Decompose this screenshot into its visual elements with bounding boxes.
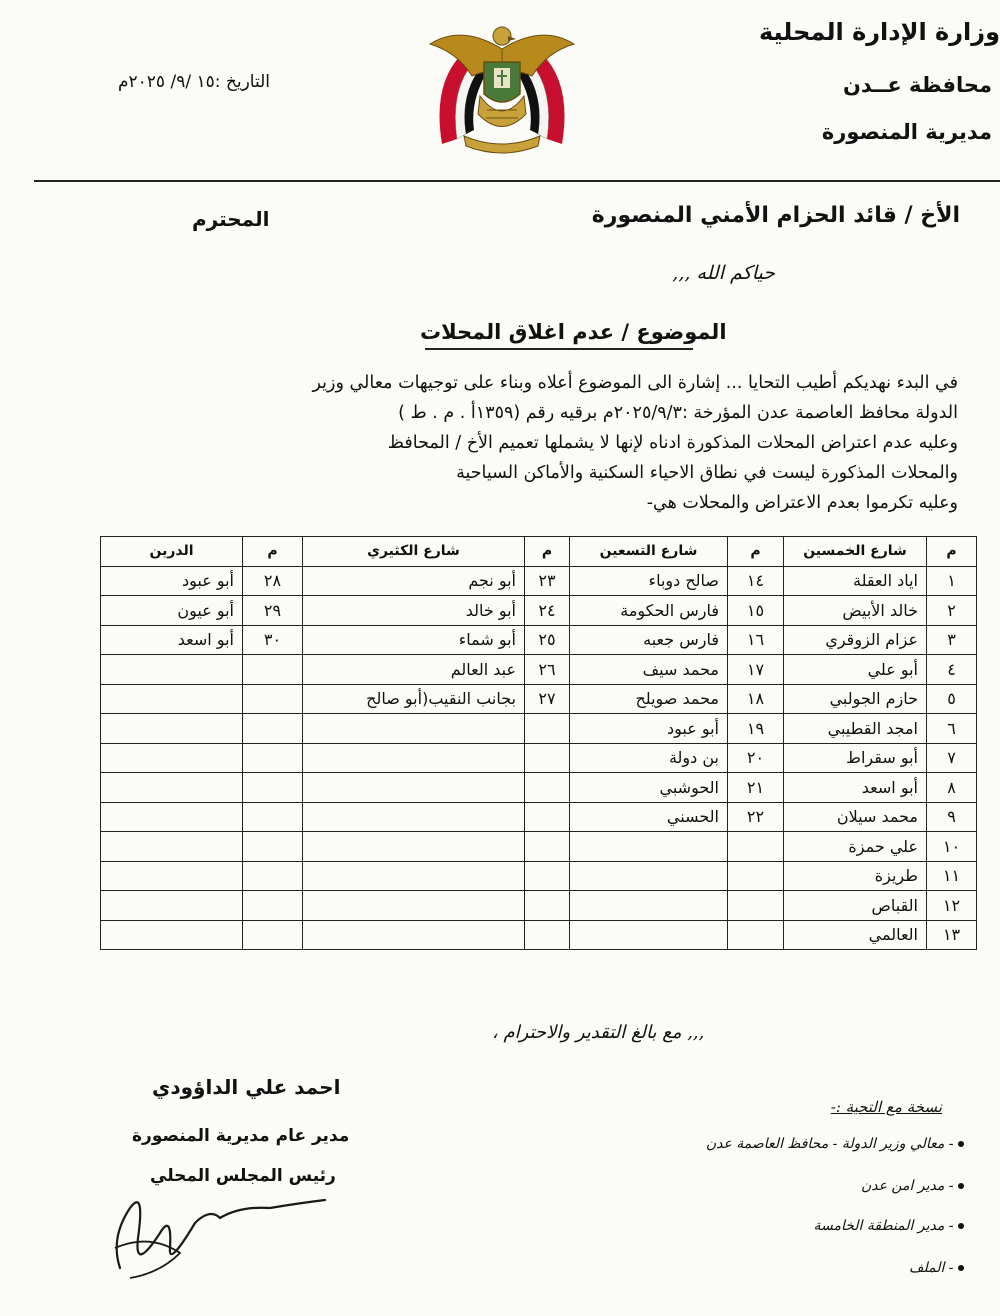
- shop-name-cell: خالد الأبيض: [784, 596, 927, 626]
- subject-underline: [425, 348, 693, 350]
- row-number-cell: [525, 861, 570, 891]
- signatory-title: مدير عام مديرية المنصورة: [132, 1126, 350, 1146]
- row-number-cell: ٢٧: [525, 684, 570, 714]
- table-row: [101, 802, 977, 832]
- row-number-cell: ١٣: [927, 920, 977, 950]
- shop-name-cell: العالمي: [784, 920, 927, 950]
- shop-name-cell: [101, 891, 243, 921]
- letter-date: التاريخ :١٥ /٩/ ٢٠٢٥م: [118, 72, 271, 92]
- row-number-cell: [728, 861, 784, 891]
- row-number-cell: ٢٢: [728, 802, 784, 832]
- body-line: وعليه تكرموا بعدم الاعتراض والمحلات هي-: [646, 493, 958, 513]
- copy-item-text: معالي وزير الدولة - محافظ العاصمة عدن: [705, 1136, 945, 1152]
- greeting: حياكم الله ,,,: [672, 262, 775, 284]
- shop-name-cell: بن دولة: [570, 743, 728, 773]
- table-row: [101, 684, 977, 714]
- col-header: الدرين: [101, 537, 243, 567]
- col-header: م: [728, 537, 784, 567]
- row-number-cell: ١٦: [728, 625, 784, 655]
- ministry-name: وزارة الإدارة المحلية: [758, 18, 1000, 46]
- shop-name-cell: صالح دوباء: [570, 566, 728, 596]
- shop-name-cell: محمد صويلح: [570, 684, 728, 714]
- shop-name-cell: أبو اسعد: [784, 773, 927, 803]
- shop-name-cell: [101, 773, 243, 803]
- row-number-cell: ١٥: [728, 596, 784, 626]
- shop-name-cell: [303, 891, 525, 921]
- row-number-cell: [525, 743, 570, 773]
- row-number-cell: ٣٠: [243, 625, 303, 655]
- shop-name-cell: حازم الجولبي: [784, 684, 927, 714]
- table-row: [101, 832, 977, 862]
- col-header: شارع التسعين: [570, 537, 728, 567]
- row-number-cell: ١٤: [728, 566, 784, 596]
- yemen-eagle-emblem: [402, 14, 602, 164]
- row-number-cell: ١٧: [728, 655, 784, 685]
- shop-name-cell: بجانب النقيب(أبو صالح: [303, 684, 525, 714]
- shop-name-cell: [303, 743, 525, 773]
- row-number-cell: [728, 891, 784, 921]
- shop-name-cell: القباص: [784, 891, 927, 921]
- governorate-name: محافظة عــدن: [842, 73, 992, 97]
- shop-name-cell: الحسني: [570, 802, 728, 832]
- shop-name-cell: [570, 832, 728, 862]
- row-number-cell: [243, 920, 303, 950]
- shop-name-cell: علي حمزة: [784, 832, 927, 862]
- shop-name-cell: أبو عيون: [101, 596, 243, 626]
- body-line: وعليه عدم اعتراض المحلات المذكورة ادناه لإنها لا يشملها تعميم الأخ / المحافظ: [387, 433, 958, 453]
- col-header: شارع الكثيري: [303, 537, 525, 567]
- row-number-cell: ٧: [927, 743, 977, 773]
- shop-name-cell: [303, 714, 525, 744]
- honorific: المحترم: [192, 207, 270, 231]
- district-name: مديرية المنصورة: [821, 120, 992, 144]
- table-row: [101, 596, 977, 626]
- shop-name-cell: [570, 920, 728, 950]
- shop-name-cell: [101, 832, 243, 862]
- row-number-cell: [243, 714, 303, 744]
- shop-name-cell: [303, 773, 525, 803]
- row-number-cell: ٦: [927, 714, 977, 744]
- signatory-name: احمد علي الداؤودي: [152, 1075, 341, 1099]
- row-number-cell: ١١: [927, 861, 977, 891]
- shop-name-cell: الحوشبي: [570, 773, 728, 803]
- row-number-cell: [243, 802, 303, 832]
- row-number-cell: ٢٠: [728, 743, 784, 773]
- row-number-cell: ٤: [927, 655, 977, 685]
- subject-line: الموضوع / عدم اغلاق المحلات: [420, 320, 727, 344]
- table-row: [101, 743, 977, 773]
- shops-table: [100, 536, 977, 950]
- copy-item-text: مدير امن عدن: [860, 1178, 945, 1194]
- copy-item: - معالي وزير الدولة - محافظ العاصمة عدن: [706, 1136, 970, 1152]
- shop-name-cell: اياد العقلة: [784, 566, 927, 596]
- row-number-cell: ٢١: [728, 773, 784, 803]
- row-number-cell: [525, 714, 570, 744]
- row-number-cell: ٩: [927, 802, 977, 832]
- shop-name-cell: [303, 920, 525, 950]
- shop-name-cell: [101, 861, 243, 891]
- shop-name-cell: [303, 832, 525, 862]
- shop-name-cell: أبو عبود: [101, 566, 243, 596]
- copy-item: - مدير المنطقة الخامسة: [813, 1218, 970, 1234]
- row-number-cell: ٢٥: [525, 625, 570, 655]
- shop-name-cell: [303, 861, 525, 891]
- shop-name-cell: طريزة: [784, 861, 927, 891]
- row-number-cell: ٢: [927, 596, 977, 626]
- shop-name-cell: [303, 802, 525, 832]
- shop-name-cell: عزام الزوقري: [784, 625, 927, 655]
- row-number-cell: ٢٨: [243, 566, 303, 596]
- shop-name-cell: أبو شماء: [303, 625, 525, 655]
- shop-name-cell: [101, 802, 243, 832]
- row-number-cell: [243, 655, 303, 685]
- table-row: [101, 891, 977, 921]
- row-number-cell: ١٨: [728, 684, 784, 714]
- copy-item: - مدير امن عدن: [861, 1178, 970, 1194]
- body-line: والمحلات المذكورة ليست في نطاق الاحياء السكنية والأماكن السياحية: [456, 463, 958, 483]
- col-header: م: [525, 537, 570, 567]
- copy-item: - الملف: [909, 1260, 970, 1276]
- header-divider: [34, 180, 1000, 182]
- table-row: [101, 920, 977, 950]
- shop-name-cell: أبو خالد: [303, 596, 525, 626]
- body-line: في البدء نهديكم أطيب التحايا ... إشارة الى الموضوع أعلاه وبناء على توجيهات معالي وزير: [312, 373, 958, 393]
- shop-name-cell: [101, 714, 243, 744]
- row-number-cell: ١٢: [927, 891, 977, 921]
- copy-item-text: الملف: [908, 1260, 945, 1276]
- table-row: [101, 625, 977, 655]
- shop-name-cell: أبو عبود: [570, 714, 728, 744]
- row-number-cell: [243, 773, 303, 803]
- table-row: [101, 714, 977, 744]
- row-number-cell: ٨: [927, 773, 977, 803]
- table-row: [101, 566, 977, 596]
- row-number-cell: ١٩: [728, 714, 784, 744]
- row-number-cell: ١: [927, 566, 977, 596]
- copies-heading: نسخة مع التحية :-: [830, 1098, 942, 1116]
- row-number-cell: [728, 920, 784, 950]
- table-row: [101, 773, 977, 803]
- table-header-row: [101, 537, 977, 567]
- shop-name-cell: أبو اسعد: [101, 625, 243, 655]
- row-number-cell: [525, 773, 570, 803]
- shop-name-cell: أبو سقراط: [784, 743, 927, 773]
- shop-name-cell: [101, 743, 243, 773]
- body-paragraph: [150, 368, 958, 518]
- shop-name-cell: محمد سيف: [570, 655, 728, 685]
- row-number-cell: [525, 920, 570, 950]
- shop-name-cell: [101, 655, 243, 685]
- shop-name-cell: [570, 861, 728, 891]
- row-number-cell: [525, 832, 570, 862]
- col-header: م: [243, 537, 303, 567]
- row-number-cell: [728, 832, 784, 862]
- row-number-cell: ٢٤: [525, 596, 570, 626]
- row-number-cell: ٣: [927, 625, 977, 655]
- shop-name-cell: [101, 920, 243, 950]
- shop-name-cell: [570, 891, 728, 921]
- row-number-cell: [243, 891, 303, 921]
- copy-item-text: مدير المنطقة الخامسة: [813, 1218, 945, 1234]
- row-number-cell: [243, 861, 303, 891]
- row-number-cell: ١٠: [927, 832, 977, 862]
- shop-name-cell: عبد العالم: [303, 655, 525, 685]
- body-line: الدولة محافظ العاصمة عدن المؤرخة :٢٠٢٥/٩/٣م برقيه رقم (١٣٥٩أ . م . ط ): [398, 403, 958, 423]
- table-row: [101, 861, 977, 891]
- closing-line: ,,, مع بالغ التقدير والاحترام ،: [492, 1022, 705, 1043]
- shop-name-cell: فارس الحكومة: [570, 596, 728, 626]
- col-header: شارع الخمسين: [784, 537, 927, 567]
- row-number-cell: ٢٩: [243, 596, 303, 626]
- row-number-cell: [243, 743, 303, 773]
- shop-name-cell: [101, 684, 243, 714]
- signatory-role: رئيس المجلس المحلي: [150, 1166, 336, 1186]
- row-number-cell: ٢٣: [525, 566, 570, 596]
- row-number-cell: [525, 802, 570, 832]
- row-number-cell: ٢٦: [525, 655, 570, 685]
- row-number-cell: [243, 832, 303, 862]
- shop-name-cell: فارس جعبه: [570, 625, 728, 655]
- row-number-cell: ٥: [927, 684, 977, 714]
- row-number-cell: [243, 684, 303, 714]
- shop-name-cell: امجد القطيبي: [784, 714, 927, 744]
- table-row: [101, 655, 977, 685]
- row-number-cell: [525, 891, 570, 921]
- handwritten-signature: [100, 1178, 340, 1288]
- shop-name-cell: أبو نجم: [303, 566, 525, 596]
- addressee: الأخ / قائد الحزام الأمني المنصورة: [591, 203, 960, 228]
- shop-name-cell: أبو علي: [784, 655, 927, 685]
- col-header: م: [927, 537, 977, 567]
- shop-name-cell: محمد سيلان: [784, 802, 927, 832]
